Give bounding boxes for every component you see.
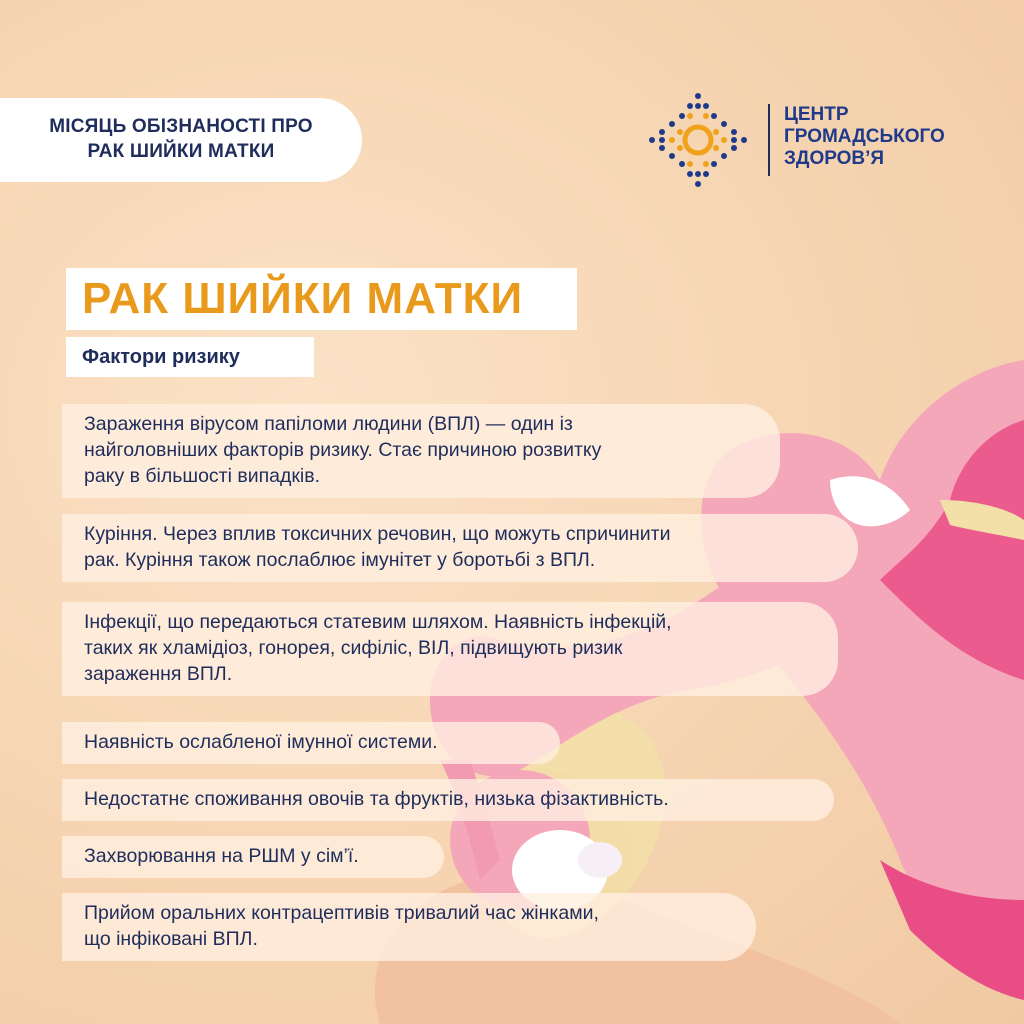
- factor-line: раку в більшості випадків.: [84, 464, 321, 487]
- section-subtitle-box: [66, 337, 314, 377]
- awareness-line-1: МІСЯЦЬ ОБІЗНАНОСТІ ПРО: [49, 116, 313, 138]
- factor-line: Прийом оральних контрацептивів тривалий час жінками,: [84, 902, 599, 924]
- page-title: РАК ШИЙКИ МАТКИ: [82, 274, 524, 323]
- factor-line: Куріння. Через вплив токсичних речовин, що можуть спричинити: [84, 523, 671, 545]
- factor-line: найголовніших факторів ризику. Стає причиною розвитку: [84, 438, 602, 461]
- public-health-center-logo-icon: [648, 92, 748, 188]
- risk-factor-family-history: [62, 836, 444, 878]
- logo-divider: [768, 104, 770, 176]
- factor-line: Наявність ослабленої імунної системи.: [84, 731, 438, 753]
- risk-factor-sti: [62, 602, 838, 696]
- factor-line: Захворювання на РШМ у сім’ї.: [84, 845, 359, 867]
- risk-factor-smoking: [62, 514, 858, 582]
- risk-factor-diet-activity: [62, 779, 834, 821]
- logo-line-1: ЦЕНТР: [784, 104, 849, 125]
- risk-factor-oral-contraceptives: [62, 893, 756, 961]
- logo-wordmark: [784, 104, 945, 170]
- factor-line: Інфекції, що передаються статевим шляхом. Наявність інфекцій,: [84, 611, 672, 633]
- factor-line: рак. Куріння також послаблює імунітет у боротьбі з ВПЛ.: [84, 548, 596, 571]
- factor-line: Зараження вірусом папіломи людини (ВПЛ) — один із: [84, 413, 573, 435]
- awareness-month-banner: [0, 98, 362, 182]
- section-subtitle: Фактори ризику: [82, 345, 240, 368]
- logo-line-2: ГРОМАДСЬКОГО: [784, 125, 945, 147]
- risk-factor-weak-immunity: [62, 722, 560, 764]
- factor-line: Недостатнє споживання овочів та фруктів, низька фізактивність.: [84, 788, 669, 810]
- factor-line: зараження ВПЛ.: [84, 662, 233, 685]
- factor-line: таких як хламідіоз, гонорея, сифіліс, ВІЛ, підвищують ризик: [84, 636, 623, 659]
- factor-line: що інфіковані ВПЛ.: [84, 927, 258, 950]
- logo-line-3: ЗДОРОВ’Я: [784, 147, 885, 169]
- awareness-line-2: РАК ШИЙКИ МАТКИ: [87, 141, 275, 162]
- risk-factor-hpv: [62, 404, 780, 498]
- page-title-box: [66, 268, 577, 330]
